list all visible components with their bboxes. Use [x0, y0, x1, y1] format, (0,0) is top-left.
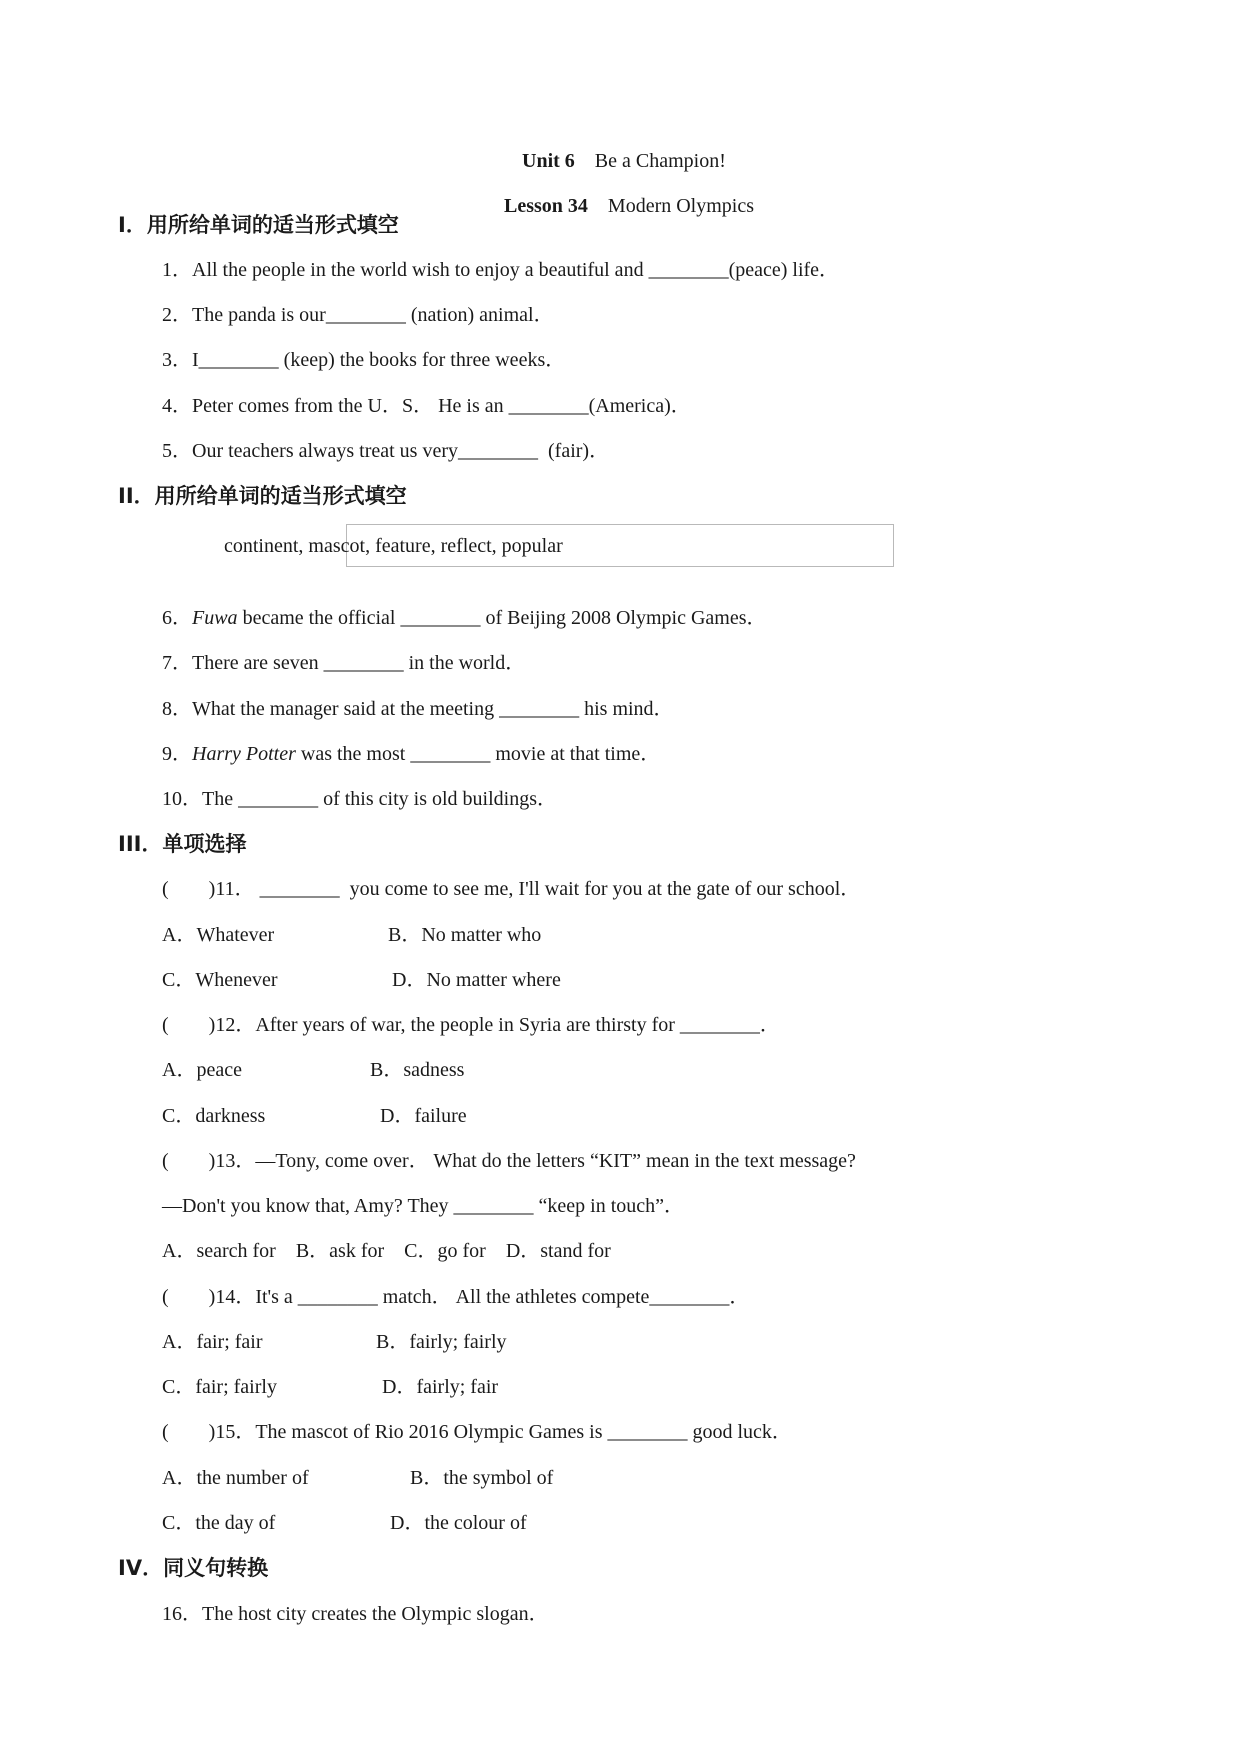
question-11: ( )11． ________ you come to see me, I'll wait for you at the gate of our school． [162, 878, 861, 900]
section-2-heading: II．用所给单词的适当形式填空 [118, 484, 407, 508]
question-10: 10．The ________ of this city is old buildings． [162, 788, 557, 810]
q14-option-a: A．fair; fair [162, 1331, 263, 1353]
q15-option-a: A．the number of [162, 1467, 309, 1489]
lesson-name: Modern Olympics [607, 195, 754, 217]
question-1: 1．All the people in the world wish to enjoy a beautiful and ________(peace) life． [162, 259, 840, 281]
q11-option-b: B．No matter who [388, 924, 542, 946]
question-7: 7．There are seven ________ in the world． [162, 652, 526, 674]
lesson-title [484, 167, 754, 245]
q12-option-b: B．sadness [370, 1059, 465, 1081]
word-bank: continent, mascot, feature, reflect, popular [224, 535, 563, 557]
unit-name: Be a Champion! [594, 150, 726, 172]
q11-option-a: A．Whatever [162, 924, 275, 946]
unit-label: Unit 6 [522, 150, 575, 172]
q14-option-c: C．fair; fairly [162, 1376, 277, 1398]
lesson-label: Lesson 34 [504, 195, 588, 217]
question-14: ( )14．It's a ________ match． All the athletes compete________． [162, 1286, 750, 1308]
q13-reply: —Don't you know that, Amy? They ________ “keep in touch”． [162, 1195, 685, 1217]
question-15: ( )15．The mascot of Rio 2016 Olympic Games is ________ good luck． [162, 1421, 792, 1443]
q14-option-b: B．fairly; fairly [376, 1331, 507, 1353]
question-5: 5．Our teachers always treat us very________ (fair)． [162, 440, 610, 462]
question-6: 6．Fuwa became the official ________ of Beijing 2008 Olympic Games． [162, 607, 767, 629]
q12-option-d: D．failure [380, 1105, 467, 1127]
section-4-heading: IV．同义句转换 [118, 1556, 269, 1580]
section-3-heading: III．单项选择 [118, 832, 247, 856]
q12-option-c: C．darkness [162, 1105, 266, 1127]
section-1-heading: I．用所给单词的适当形式填空 [118, 213, 399, 237]
question-13: ( )13．—Tony, come over． What do the letters “KIT” mean in the text message? [162, 1150, 856, 1172]
question-16: 16．The host city creates the Olympic slogan． [162, 1603, 549, 1625]
question-4: 4．Peter comes from the U．S． He is an ________(America)． [162, 395, 691, 417]
q11-option-d: D．No matter where [392, 969, 561, 991]
q11-option-c: C．Whenever [162, 969, 278, 991]
question-2: 2．The panda is our________ (nation) animal． [162, 304, 554, 326]
q12-option-a: A．peace [162, 1059, 242, 1081]
q15-option-b: B．the symbol of [410, 1467, 554, 1489]
question-9: 9．Harry Potter was the most ________ movie at that time． [162, 743, 661, 765]
q15-option-d: D．the colour of [390, 1512, 527, 1534]
q13-options: A．search for B．ask for C．go for D．stand for [162, 1240, 611, 1262]
question-3: 3．I________ (keep) the books for three weeks． [162, 349, 566, 371]
q15-option-c: C．the day of [162, 1512, 276, 1534]
q14-option-d: D．fairly; fair [382, 1376, 499, 1398]
question-8: 8．What the manager said at the meeting ________ his mind． [162, 698, 674, 720]
question-12: ( )12．After years of war, the people in Syria are thirsty for ________． [162, 1014, 780, 1036]
